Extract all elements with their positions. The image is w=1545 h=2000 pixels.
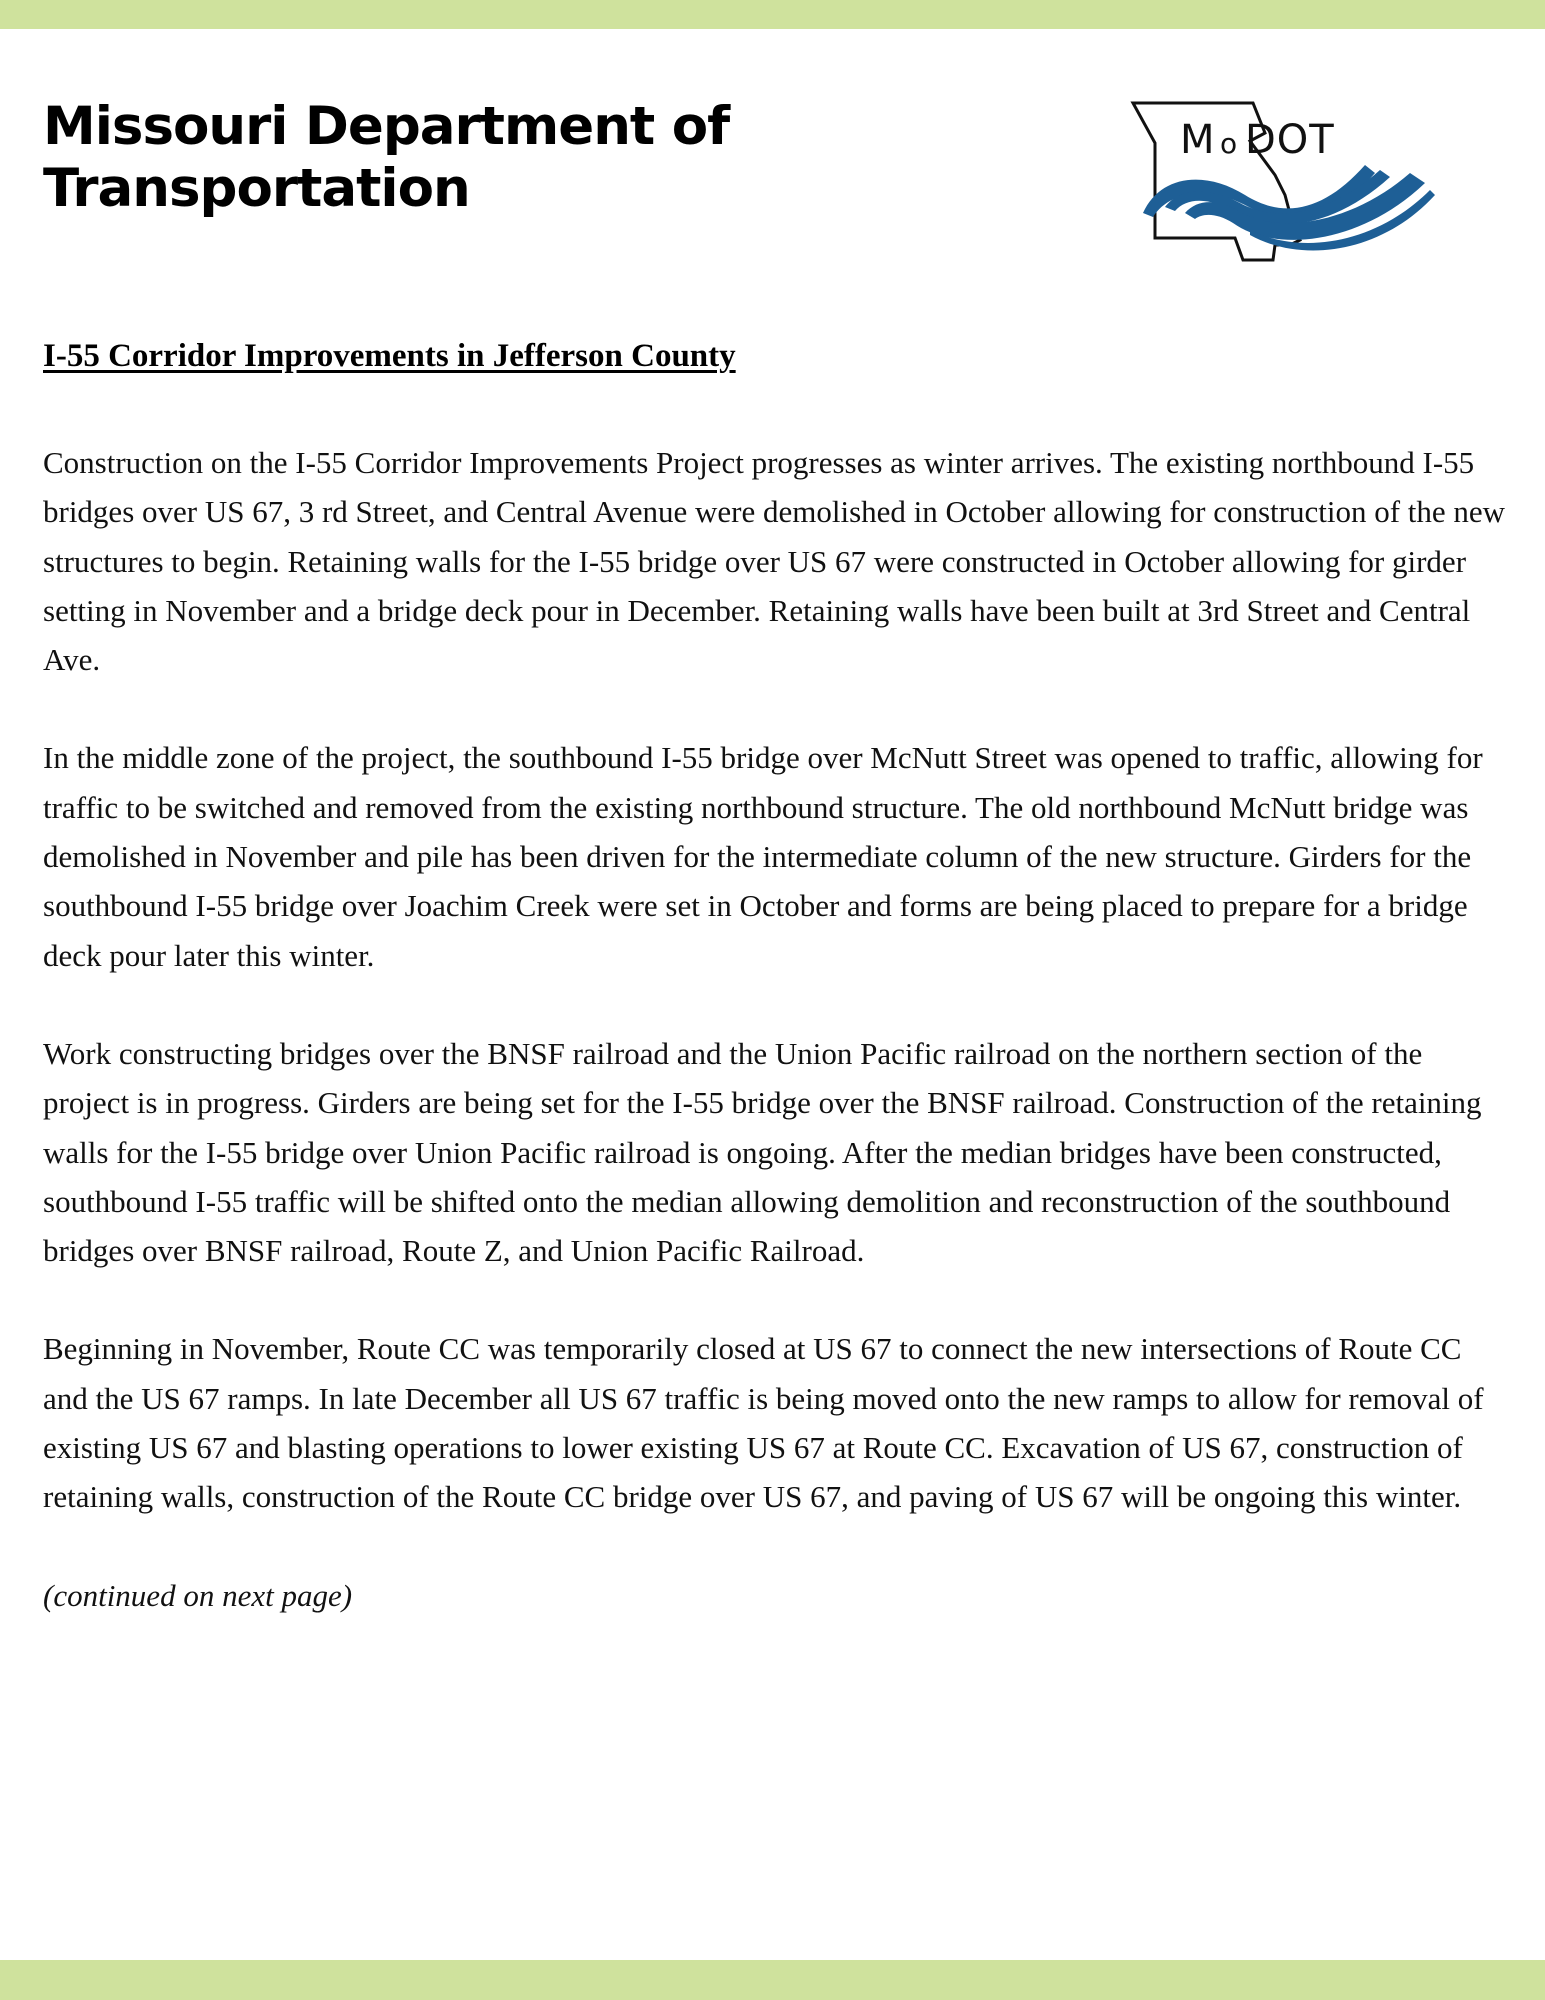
paragraph-route-cc: Beginning in November, Route CC was temporarily closed at US 67 to connect the new intersections of Route CC and the US 67 ramps. In late December all US 67 traffic is being moved onto the new ramps to allow for removal of existing US 67 and blasting operations to lower existing US 67 at Route CC. Excavation of US 67, construction of retaining walls, construction of the Route CC bridge over US 67, and paving of US 67 will be ongoing this winter. xyxy=(43,1331,1484,1515)
article-body xyxy=(43,438,1513,1669)
svg-text:o: o xyxy=(1220,127,1238,160)
top-color-band xyxy=(0,0,1545,29)
continued-note: (continued on next page) xyxy=(43,1577,353,1613)
paragraph-construction-progress: Construction on the I-55 Corridor Improvements Project progresses as winter arrives. The existing northbound I-55 bridges over US 67, 3 rd Street, and Central Avenue were demolished in October allowing for construction of the new structures to begin. Retaining walls for the I-55 bridge over US 67 were constructed in October allowing for girder setting in November and a bridge deck pour in December. Retaining walls have been built at 3rd Street and Central Ave. xyxy=(43,445,1506,678)
svg-text:M: M xyxy=(1180,117,1216,163)
bottom-color-band xyxy=(0,1960,1545,2000)
paragraph-railroad-bridges: Work constructing bridges over the BNSF railroad and the Union Pacific railroad on the northern section of the project is in progress. Girders are being set for the I-55 bridge over the BNSF railroad. Construction of the retaining walls for the I-55 bridge over Union Pacific railroad is ongoing. After the median bridges have been constructed, southbound I-55 traffic will be shifted onto the median allowing demolition and reconstruction of the southbound bridges over BNSF railroad, Route Z, and Union Pacific Railroad. xyxy=(43,1035,1482,1269)
organization-title: Missouri Department of Transportation xyxy=(43,96,730,219)
paragraph-middle-zone: In the middle zone of the project, the southbound I-55 bridge over McNutt Street was opened to traffic, allowing for traffic to be switched and removed from the existing northbound structure. The old northbound McNutt bridge was demolished in November and pile has been driven for the intermediate column of the new structure. Girders for the southbound I-55 bridge over Joachim Creek were set in October and forms are being placed to prepare for a bridge deck pour later this winter. xyxy=(43,740,1483,973)
svg-text:DOT: DOT xyxy=(1245,117,1335,163)
modot-logo-icon xyxy=(1125,95,1455,270)
article-heading: I-55 Corridor Improvements in Jefferson County xyxy=(43,338,736,374)
